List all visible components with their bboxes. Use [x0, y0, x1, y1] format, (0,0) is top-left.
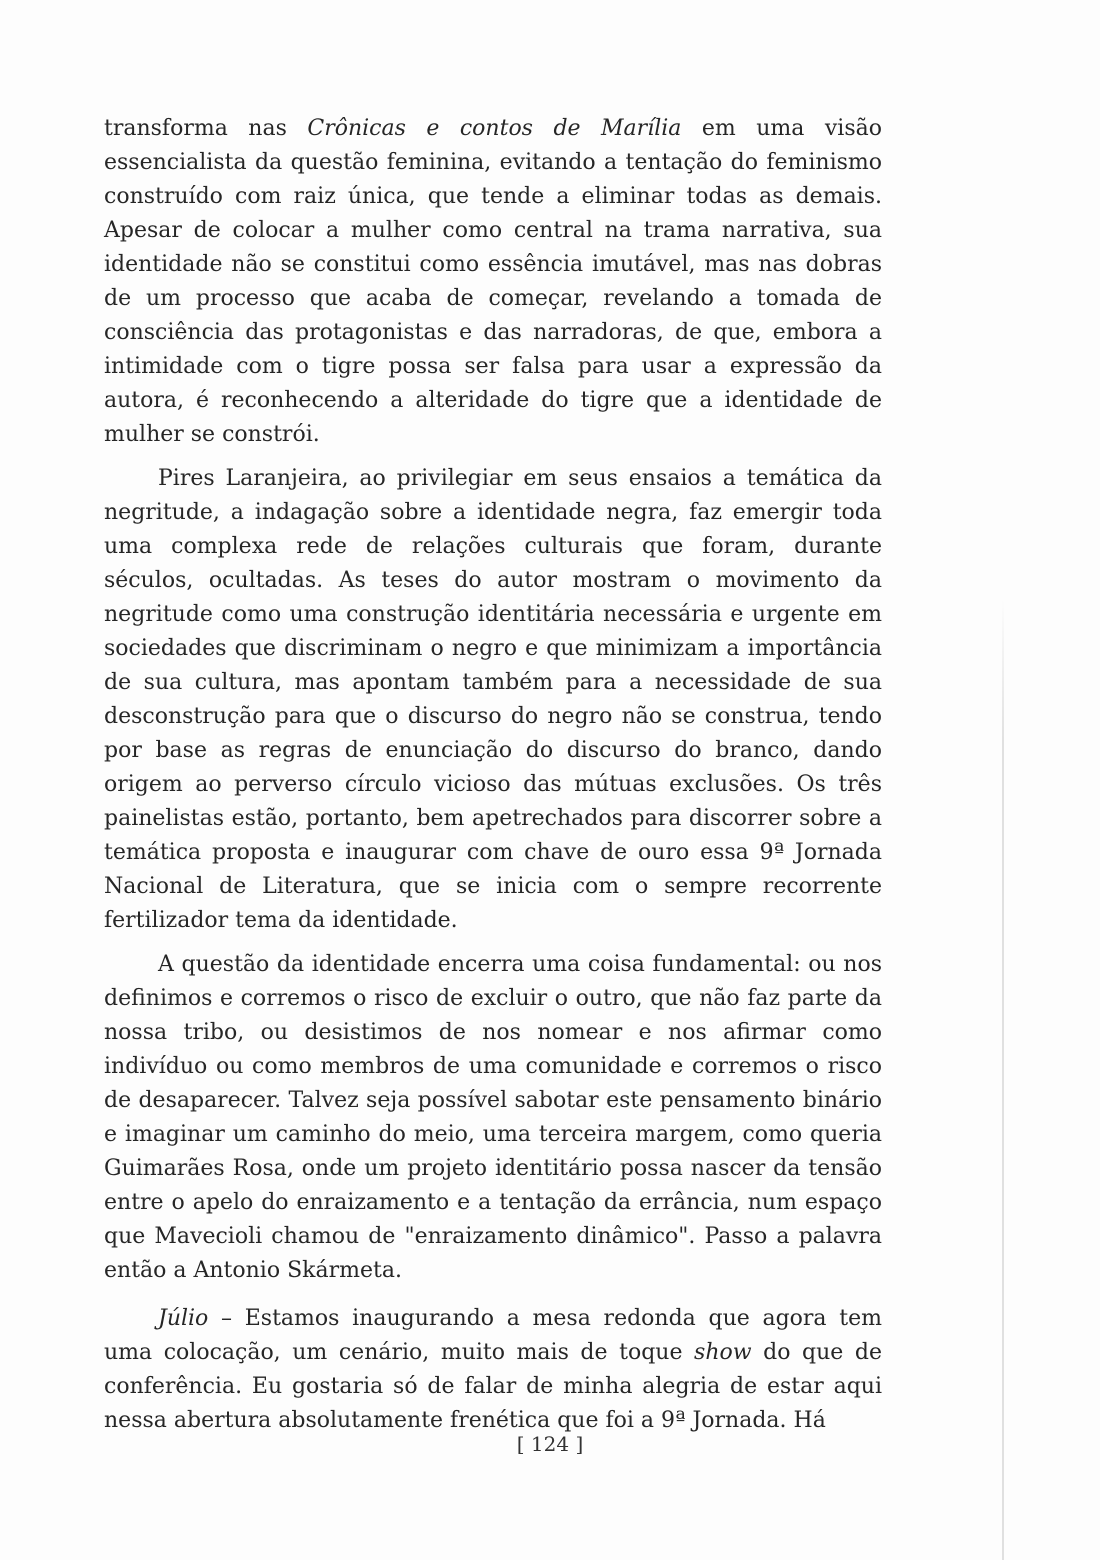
- paragraph-1: [104, 112, 882, 452]
- body-text: [104, 112, 882, 1448]
- page-number: [ 124 ]: [516, 1432, 584, 1456]
- scan-edge-shadow: [1002, 600, 1004, 1560]
- paragraph-2: Pires Laranjeira, ao privilegiar em seus ensaios a temática da negritude, a indagação sobre a identidade negra, faz emergir toda uma complexa rede de relações culturais que foram, durante séculos, ocultadas. As teses do autor mostram o movimento da negritude como uma construção identitária necessária e urgente em sociedades que discriminam o negro e que minimizam a importância de sua cultura, mas apontam também para a necessidade de sua desconstrução para que o discurso do negro não se construa, tendo por base as regras de enunciação do discurso do branco, dando origem ao perverso círculo vicioso das mútuas exclusões. Os três painelistas estão, portanto, bem apetrechados para discorrer sobre a temática proposta e inaugurar com chave de ouro essa 9ª Jornada Nacional de Literatura, que se inicia com o sempre recorrente fertilizador tema da identidade.: [104, 466, 882, 933]
- paragraph-1-text-end: em uma visão essencialista da questão feminina, evitando a tentação do feminismo construído com raiz única, que tende a eliminar todas as demais. Apesar de colocar a mulher como central na trama narrativa, sua identidade não se constitui como essência imutável, mas nas dobras de um processo que acaba de começar, revelando a tomada de consciência das protagonistas e das narradoras, de que, embora a intimidade com o tigre possa ser falsa para usar a expressão da autora, é reconhecendo a alteridade do tigre que a identidade de mulher se constrói.: [104, 116, 882, 447]
- paragraph-4-text-end: do que de conferência. Eu gostaria só de falar de minha alegria de estar aqui nessa abertura absolutamente frenética que foi a 9ª Jornada. Há: [104, 1340, 882, 1433]
- paragraph-4-text-start: – Estamos inaugurando a mesa redonda que agora tem uma colocação, um cenário, muito mais de toque: [104, 1306, 882, 1365]
- book-title-italic: Crônicas e contos de Marília: [307, 116, 682, 141]
- speaker-name: Júlio: [158, 1306, 209, 1331]
- paragraph-3: A questão da identidade encerra uma coisa fundamental: ou nos definimos e corremos o risco de excluir o outro, que não faz parte da nossa tribo, ou desistimos de nos nomear e nos afirmar como indivíduo ou como membros de uma comunidade e corremos o risco de desaparecer. Talvez seja possível sabotar este pensamento binário e imaginar um caminho do meio, uma terceira margem, como queria Guimarães Rosa, onde um projeto identitário possa nascer da tensão entre o apelo do enraizamento e a tentação da errância, num espaço que Mavecioli chamou de "enraizamento dinâmico". Passo a palavra então a Antonio Skármeta.: [104, 952, 882, 1283]
- paragraph-4: [104, 1302, 882, 1438]
- paragraph-1-text-start: transforma nas: [104, 116, 308, 141]
- italic-word: show: [694, 1340, 752, 1365]
